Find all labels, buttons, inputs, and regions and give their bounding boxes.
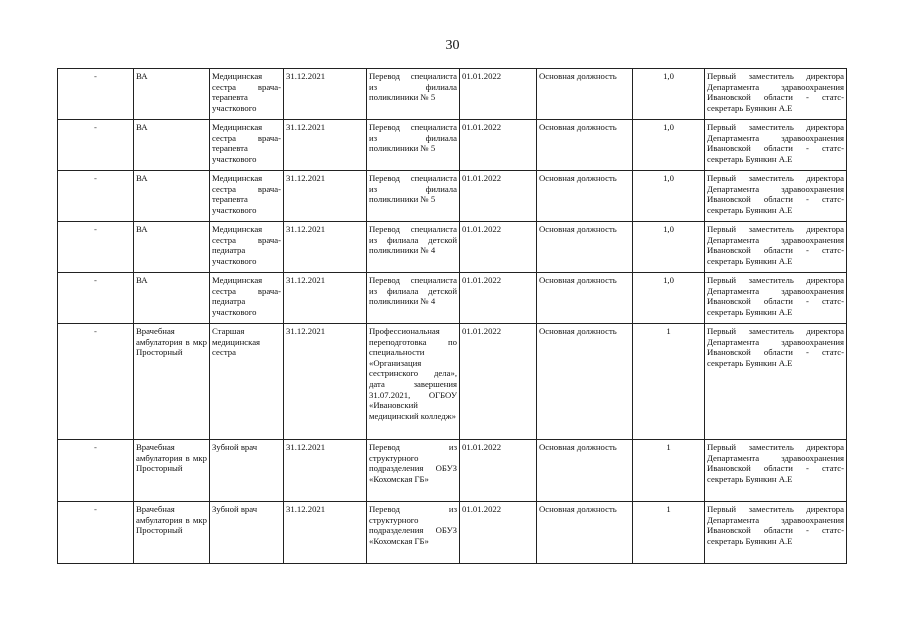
dash-cell: - <box>58 324 134 440</box>
reason-cell: Перевод из структурного подразделения ОБУЗ «Кохомская ГБ» <box>367 440 460 502</box>
rate-cell: 1 <box>633 324 705 440</box>
position-cell: Зубной врач <box>210 502 284 564</box>
rate-cell: 1 <box>633 440 705 502</box>
start-date-cell: 01.01.2022 <box>460 440 537 502</box>
approver-cell: Первый заместитель директора Департамента здравоохранения Ивановской области - статс-секретарь Буянкин А.Е <box>705 324 847 440</box>
table-body <box>58 69 847 564</box>
position-kind-cell: Основная должность <box>537 440 633 502</box>
date-cell: 31.12.2021 <box>284 69 367 120</box>
position-kind-cell: Основная должность <box>537 273 633 324</box>
reason-cell: Перевод специалиста из филиала детской поликлиники № 4 <box>367 273 460 324</box>
reason-cell: Профессиональная переподготовка по специальности «Организация сестринского дела», дата завершения 31.07.2021, ОГБОУ «Ивановский медицинский колледж» <box>367 324 460 440</box>
date-cell: 31.12.2021 <box>284 222 367 273</box>
table-row <box>58 324 847 440</box>
unit-cell: ВА <box>134 273 210 324</box>
approver-cell: Первый заместитель директора Департамента здравоохранения Ивановской области - статс-секретарь Буянкин А.Е <box>705 502 847 564</box>
table-row <box>58 273 847 324</box>
position-cell: Старшая медицинская сестра <box>210 324 284 440</box>
dash-cell: - <box>58 273 134 324</box>
reason-cell: Перевод специалиста из филиала поликлиники № 5 <box>367 120 460 171</box>
rate-cell: 1,0 <box>633 120 705 171</box>
date-cell: 31.12.2021 <box>284 171 367 222</box>
date-cell: 31.12.2021 <box>284 502 367 564</box>
rate-cell: 1,0 <box>633 273 705 324</box>
date-cell: 31.12.2021 <box>284 440 367 502</box>
position-kind-cell: Основная должность <box>537 324 633 440</box>
dash-cell: - <box>58 502 134 564</box>
reason-cell: Перевод из структурного подразделения ОБУЗ «Кохомская ГБ» <box>367 502 460 564</box>
rate-cell: 1,0 <box>633 222 705 273</box>
start-date-cell: 01.01.2022 <box>460 273 537 324</box>
date-cell: 31.12.2021 <box>284 120 367 171</box>
position-cell: Зубной врач <box>210 440 284 502</box>
unit-cell: ВА <box>134 69 210 120</box>
table-row <box>58 120 847 171</box>
dash-cell: - <box>58 69 134 120</box>
unit-cell: ВА <box>134 171 210 222</box>
position-cell: Медицинская сестра врача-педиатра участкового <box>210 273 284 324</box>
approver-cell: Первый заместитель директора Департамента здравоохранения Ивановской области - статс-секретарь Буянкин А.Е <box>705 440 847 502</box>
position-kind-cell: Основная должность <box>537 69 633 120</box>
start-date-cell: 01.01.2022 <box>460 171 537 222</box>
table-row <box>58 502 847 564</box>
approver-cell: Первый заместитель директора Департамента здравоохранения Ивановской области - статс-секретарь Буянкин А.Е <box>705 273 847 324</box>
position-kind-cell: Основная должность <box>537 502 633 564</box>
unit-cell: ВА <box>134 120 210 171</box>
start-date-cell: 01.01.2022 <box>460 69 537 120</box>
date-cell: 31.12.2021 <box>284 324 367 440</box>
unit-cell: Врачебная амбулатория в мкр Просторный <box>134 324 210 440</box>
table-row <box>58 222 847 273</box>
start-date-cell: 01.01.2022 <box>460 222 537 273</box>
position-cell: Медицинская сестра врача-педиатра участкового <box>210 222 284 273</box>
table-row <box>58 171 847 222</box>
start-date-cell: 01.01.2022 <box>460 502 537 564</box>
unit-cell: Врачебная амбулатория в мкр Просторный <box>134 440 210 502</box>
rate-cell: 1,0 <box>633 69 705 120</box>
position-cell: Медицинская сестра врача-терапевта участкового <box>210 171 284 222</box>
position-kind-cell: Основная должность <box>537 222 633 273</box>
page-number: 30 <box>445 38 460 53</box>
approver-cell: Первый заместитель директора Департамента здравоохранения Ивановской области - статс-секретарь Буянкин А.Е <box>705 69 847 120</box>
approver-cell: Первый заместитель директора Департамента здравоохранения Ивановской области - статс-секретарь Буянкин А.Е <box>705 120 847 171</box>
rate-cell: 1,0 <box>633 171 705 222</box>
reason-cell: Перевод специалиста из филиала детской поликлиники № 4 <box>367 222 460 273</box>
table-row <box>58 440 847 502</box>
reason-cell: Перевод специалиста из филиала поликлиники № 5 <box>367 171 460 222</box>
dash-cell: - <box>58 120 134 171</box>
dash-cell: - <box>58 222 134 273</box>
start-date-cell: 01.01.2022 <box>460 120 537 171</box>
dash-cell: - <box>58 171 134 222</box>
position-kind-cell: Основная должность <box>537 171 633 222</box>
unit-cell: ВА <box>134 222 210 273</box>
date-cell: 31.12.2021 <box>284 273 367 324</box>
dash-cell: - <box>58 440 134 502</box>
approver-cell: Первый заместитель директора Департамента здравоохранения Ивановской области - статс-секретарь Буянкин А.Е <box>705 222 847 273</box>
position-cell: Медицинская сестра врача-терапевта участкового <box>210 120 284 171</box>
table-row <box>58 69 847 120</box>
position-cell: Медицинская сестра врача-терапевта участкового <box>210 69 284 120</box>
unit-cell: Врачебная амбулатория в мкр Просторный <box>134 502 210 564</box>
start-date-cell: 01.01.2022 <box>460 324 537 440</box>
reason-cell: Перевод специалиста из филиала поликлиники № 5 <box>367 69 460 120</box>
approver-cell: Первый заместитель директора Департамента здравоохранения Ивановской области - статс-секретарь Буянкин А.Е <box>705 171 847 222</box>
staffing-table <box>57 68 847 564</box>
position-kind-cell: Основная должность <box>537 120 633 171</box>
rate-cell: 1 <box>633 502 705 564</box>
